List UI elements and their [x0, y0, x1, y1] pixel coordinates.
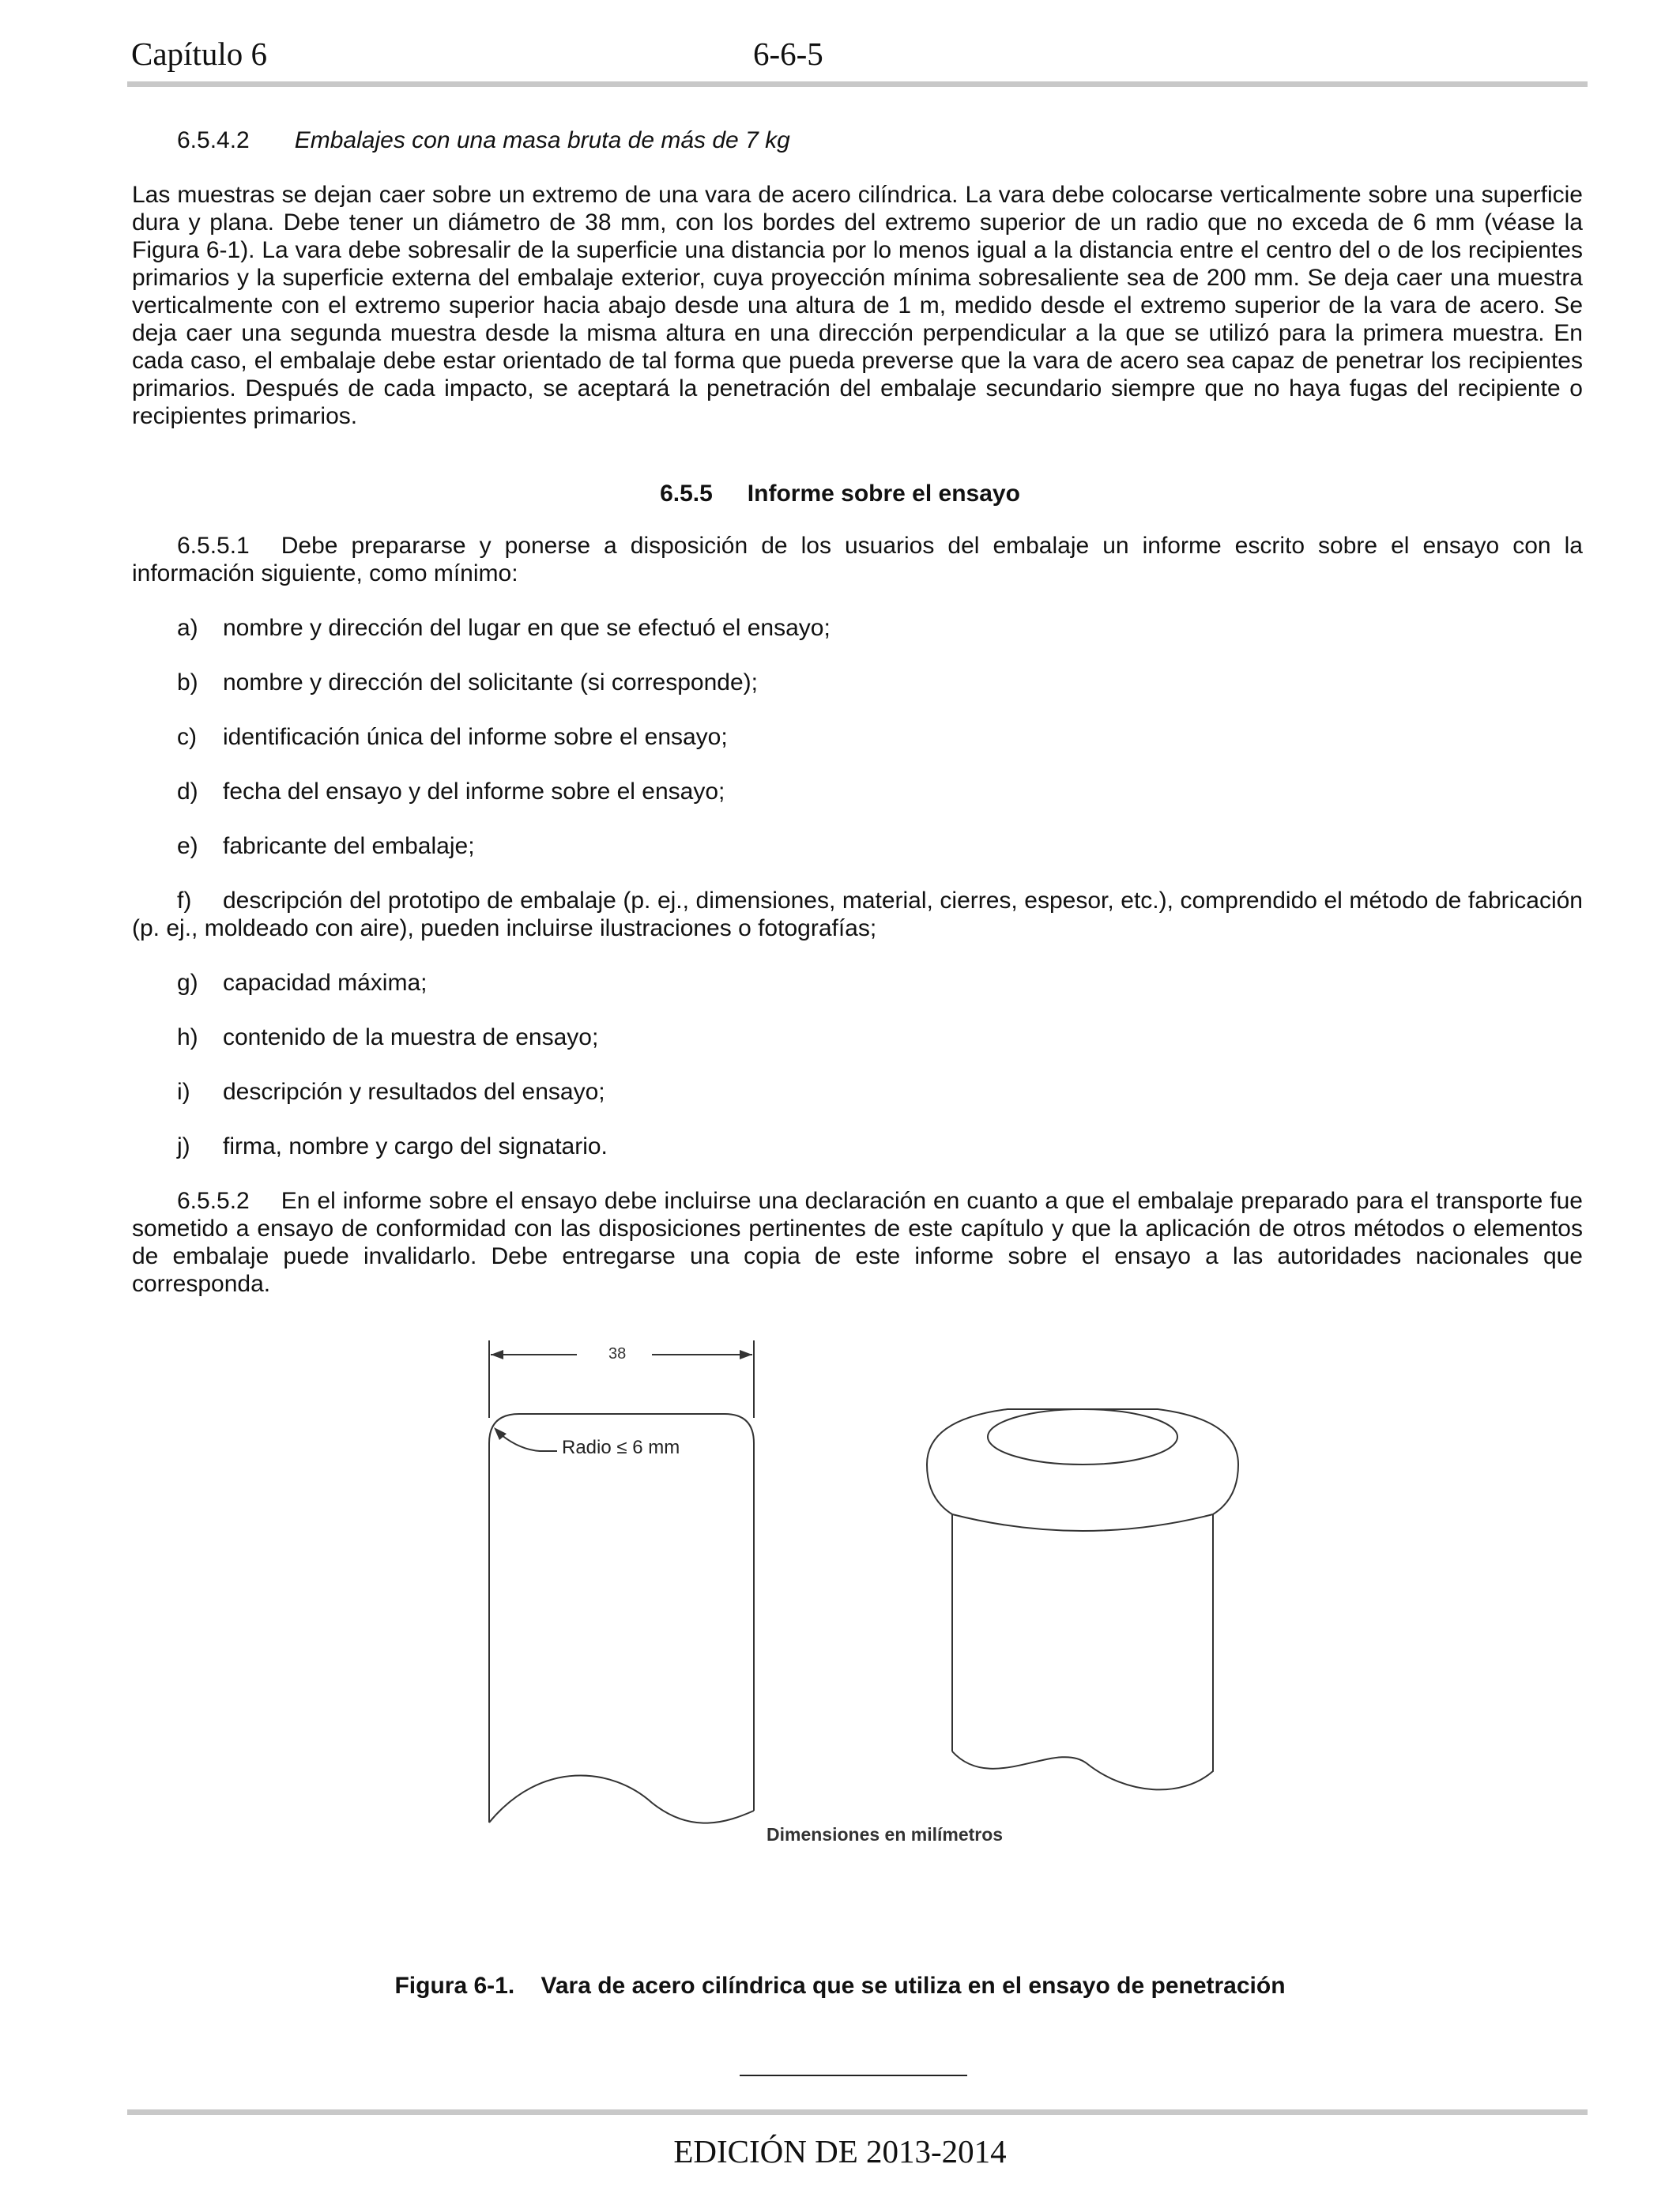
section-6551-text: Debe prepararse y ponerse a disposición de los usuarios del embalaje un informe escrito sobre el ensayo con la información siguiente, como mínimo: — [132, 533, 1583, 586]
rod-right-rounded-top — [927, 1409, 1238, 1514]
list-text: identificación única del informe sobre el ensayo; — [223, 724, 728, 750]
rod-right-top-edge — [952, 1514, 1213, 1531]
radius-label: Radio ≤ 6 mm — [562, 1437, 680, 1458]
list-marker: c) — [177, 724, 197, 750]
rod-left-outline — [489, 1414, 754, 1823]
figure-6-1 — [454, 1317, 1245, 1845]
list-marker: d) — [177, 778, 198, 805]
radius-leader-line — [497, 1431, 557, 1451]
header-chapter: Capítulo 6 — [131, 36, 267, 72]
figure-caption: Figura 6-1. Vara de acero cilíndrica que se utiliza en el ensayo de penetración — [394, 1973, 1286, 1999]
footer-rule — [127, 2109, 1588, 2115]
steel-rod-drawing — [454, 1317, 1245, 1838]
list-marker: f) — [177, 888, 192, 914]
list-item — [132, 887, 1583, 942]
section-6552-text: En el informe sobre el ensayo debe incluirse una declaración en cuanto a que el embalaje preparado para el transporte fue sometido a ensayo de conformidad con las disposiciones pertinentes de este capítulo y que la aplicación de otros métodos o elementos de embalaje puede invalidarlo. Debe entregarse una copia de este informe sobre el ensayo a las autoridades nacionales que corresponda. — [132, 1188, 1583, 1297]
list-text: descripción del prototipo de embalaje (p. ej., dimensiones, material, cierres, espesor, etc.), comprendido el método de fabricación (p. ej., moldeado con aire), pueden incluirse ilustraciones o fotografías; — [132, 888, 1583, 941]
list-text: fabricante del embalaje; — [223, 833, 475, 859]
section-655-title: Informe sobre el ensayo — [747, 481, 1020, 507]
rod-right-break-line — [952, 1751, 1213, 1789]
section-6542-number: 6.5.4.2 — [177, 127, 250, 153]
section-6542-heading — [177, 126, 790, 154]
list-text: nombre y dirección del solicitante (si corresponde); — [223, 669, 758, 696]
header-rule — [127, 81, 1588, 87]
list-text: firma, nombre y cargo del signatario. — [223, 1133, 608, 1159]
units-note: Dimensiones en milímetros — [767, 1824, 1004, 1845]
list-text: descripción y resultados del ensayo; — [223, 1079, 605, 1105]
header-page-number: 6-6-5 — [753, 36, 823, 72]
list-text: contenido de la muestra de ensayo; — [223, 1024, 599, 1050]
list-marker: i) — [177, 1079, 190, 1105]
dimension-label: 38 — [608, 1345, 627, 1363]
section-6542-title: Embalajes con una masa bruta de más de 7 kg — [294, 127, 790, 153]
list-marker: b) — [177, 669, 198, 696]
dimension-arrow-right — [740, 1350, 752, 1359]
list-item — [177, 614, 831, 642]
section-6551-number: 6.5.5.1 — [177, 533, 250, 559]
section-6552-paragraph — [132, 1187, 1583, 1298]
list-item — [177, 1023, 598, 1051]
rod-left-break-line — [489, 1775, 754, 1823]
section-655-heading — [0, 480, 1680, 507]
list-text: capacidad máxima; — [223, 970, 428, 996]
list-item — [177, 669, 758, 696]
list-item — [177, 1133, 608, 1160]
end-rule — [740, 2075, 967, 2076]
list-marker: e) — [177, 833, 198, 859]
list-text: nombre y dirección del lugar en que se efectuó el ensayo; — [223, 615, 831, 641]
footer-edition: EDICIÓN DE 2013-2014 — [673, 2133, 1007, 2169]
list-marker: g) — [177, 970, 198, 996]
list-item — [177, 723, 728, 751]
section-6552-number: 6.5.5.2 — [177, 1188, 250, 1214]
list-marker: a) — [177, 615, 198, 641]
dimension-arrow-left — [491, 1350, 503, 1359]
list-item — [177, 969, 427, 997]
list-item — [177, 832, 475, 860]
list-item — [177, 1078, 605, 1106]
rod-right-top-ellipse — [988, 1409, 1177, 1465]
list-text: fecha del ensayo y del informe sobre el ensayo; — [223, 778, 725, 805]
list-marker: h) — [177, 1024, 198, 1050]
section-655-number: 6.5.5 — [660, 481, 713, 507]
list-marker: j) — [177, 1133, 190, 1159]
list-item — [177, 778, 725, 805]
section-6542-paragraph: Las muestras se dejan caer sobre un extremo de una vara de acero cilíndrica. La vara debe colocarse verticalmente sobre una superficie dura y plana. Debe tener un diámetro de 38 mm, con los bordes del extremo superior de un radio que no exceda de 6 mm (véase la Figura 6-1). La vara debe sobresalir de la superficie una distancia por lo menos igual a la distancia entre el centro del o de los recipientes primarios y la superficie externa del embalaje exterior, cuya proyección mínima sobresaliente sea de 200 mm. Se deja caer una muestra verticalmente con el extremo superior hacia abajo desde una altura de 1 m, medido desde el extremo superior de la vara de acero. Se deja caer una segunda muestra desde la misma altura en una dirección perpendicular a la que se utilizó para la primera muestra. En cada caso, el embalaje debe estar orientado de tal forma que pueda preverse que la vara de acero sea capaz de penetrar los recipientes primarios. Después de cada impacto, se aceptará la penetración del embalaje secundario siempre que no haya fugas del recipiente o recipientes primarios. — [132, 182, 1583, 429]
section-6551-paragraph — [132, 532, 1583, 587]
